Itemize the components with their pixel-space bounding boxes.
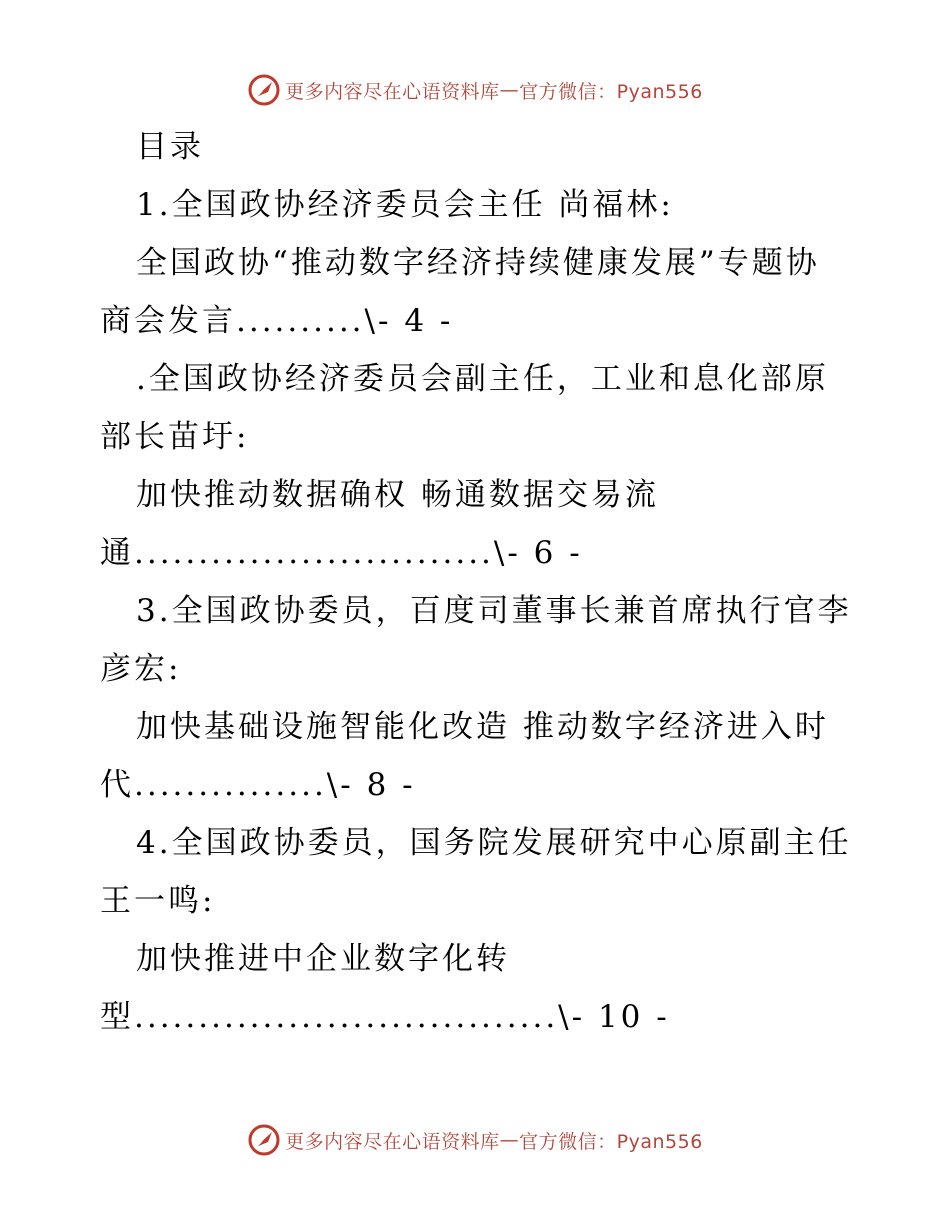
toc-title: 目录: [136, 129, 204, 165]
toc-line: 王一鸣:: [100, 883, 216, 919]
quill-logo-icon: [247, 73, 281, 107]
toc-line: 加快推进中企业数字化转: [136, 941, 510, 977]
toc-lines: [100, 176, 860, 1046]
banner-title: 更多内容尽在心语资料库: [285, 80, 500, 103]
toc-line: 商会发言..........\- 4 -: [100, 303, 454, 339]
toc-line: 彦宏:: [100, 651, 182, 687]
toc-line: 通............................\- 6 -: [100, 535, 583, 571]
quill-logo-icon: [247, 1123, 281, 1157]
toc-line: 型.................................\- 10 -: [100, 999, 670, 1035]
footer-banner: [0, 1120, 950, 1160]
toc-line: 3.全国政协委员，百度司董事长兼首席执行官李: [136, 593, 852, 629]
banner-dash: —: [499, 79, 520, 101]
toc-line: 部长苗圩:: [100, 419, 250, 455]
header-banner: [0, 70, 950, 110]
banner-dash: —: [499, 1129, 520, 1151]
toc-line: .全国政协经济委员会副主任，工业和息化部原: [136, 361, 829, 397]
toc-line: 4.全国政协委员，国务院发展研究中心原副主任: [136, 825, 852, 861]
toc-content: [100, 118, 860, 1046]
toc-line: 代...............\- 8 -: [100, 767, 416, 803]
toc-line: 1.全国政协经济委员会主任 尚福林:: [136, 187, 674, 223]
banner-title: 更多内容尽在心语资料库: [285, 1130, 500, 1153]
toc-line: 加快基础设施智能化改造 推动数字经济进入时: [136, 709, 829, 745]
toc-line: 全国政协“推动数字经济持续健康发展”专题协: [136, 245, 820, 281]
toc-line: 加快推动数据确权 畅通数据交易流: [136, 477, 659, 513]
banner-wechat: 官方微信：Pyan556: [519, 80, 703, 103]
banner-wechat: 官方微信：Pyan556: [519, 1130, 703, 1153]
